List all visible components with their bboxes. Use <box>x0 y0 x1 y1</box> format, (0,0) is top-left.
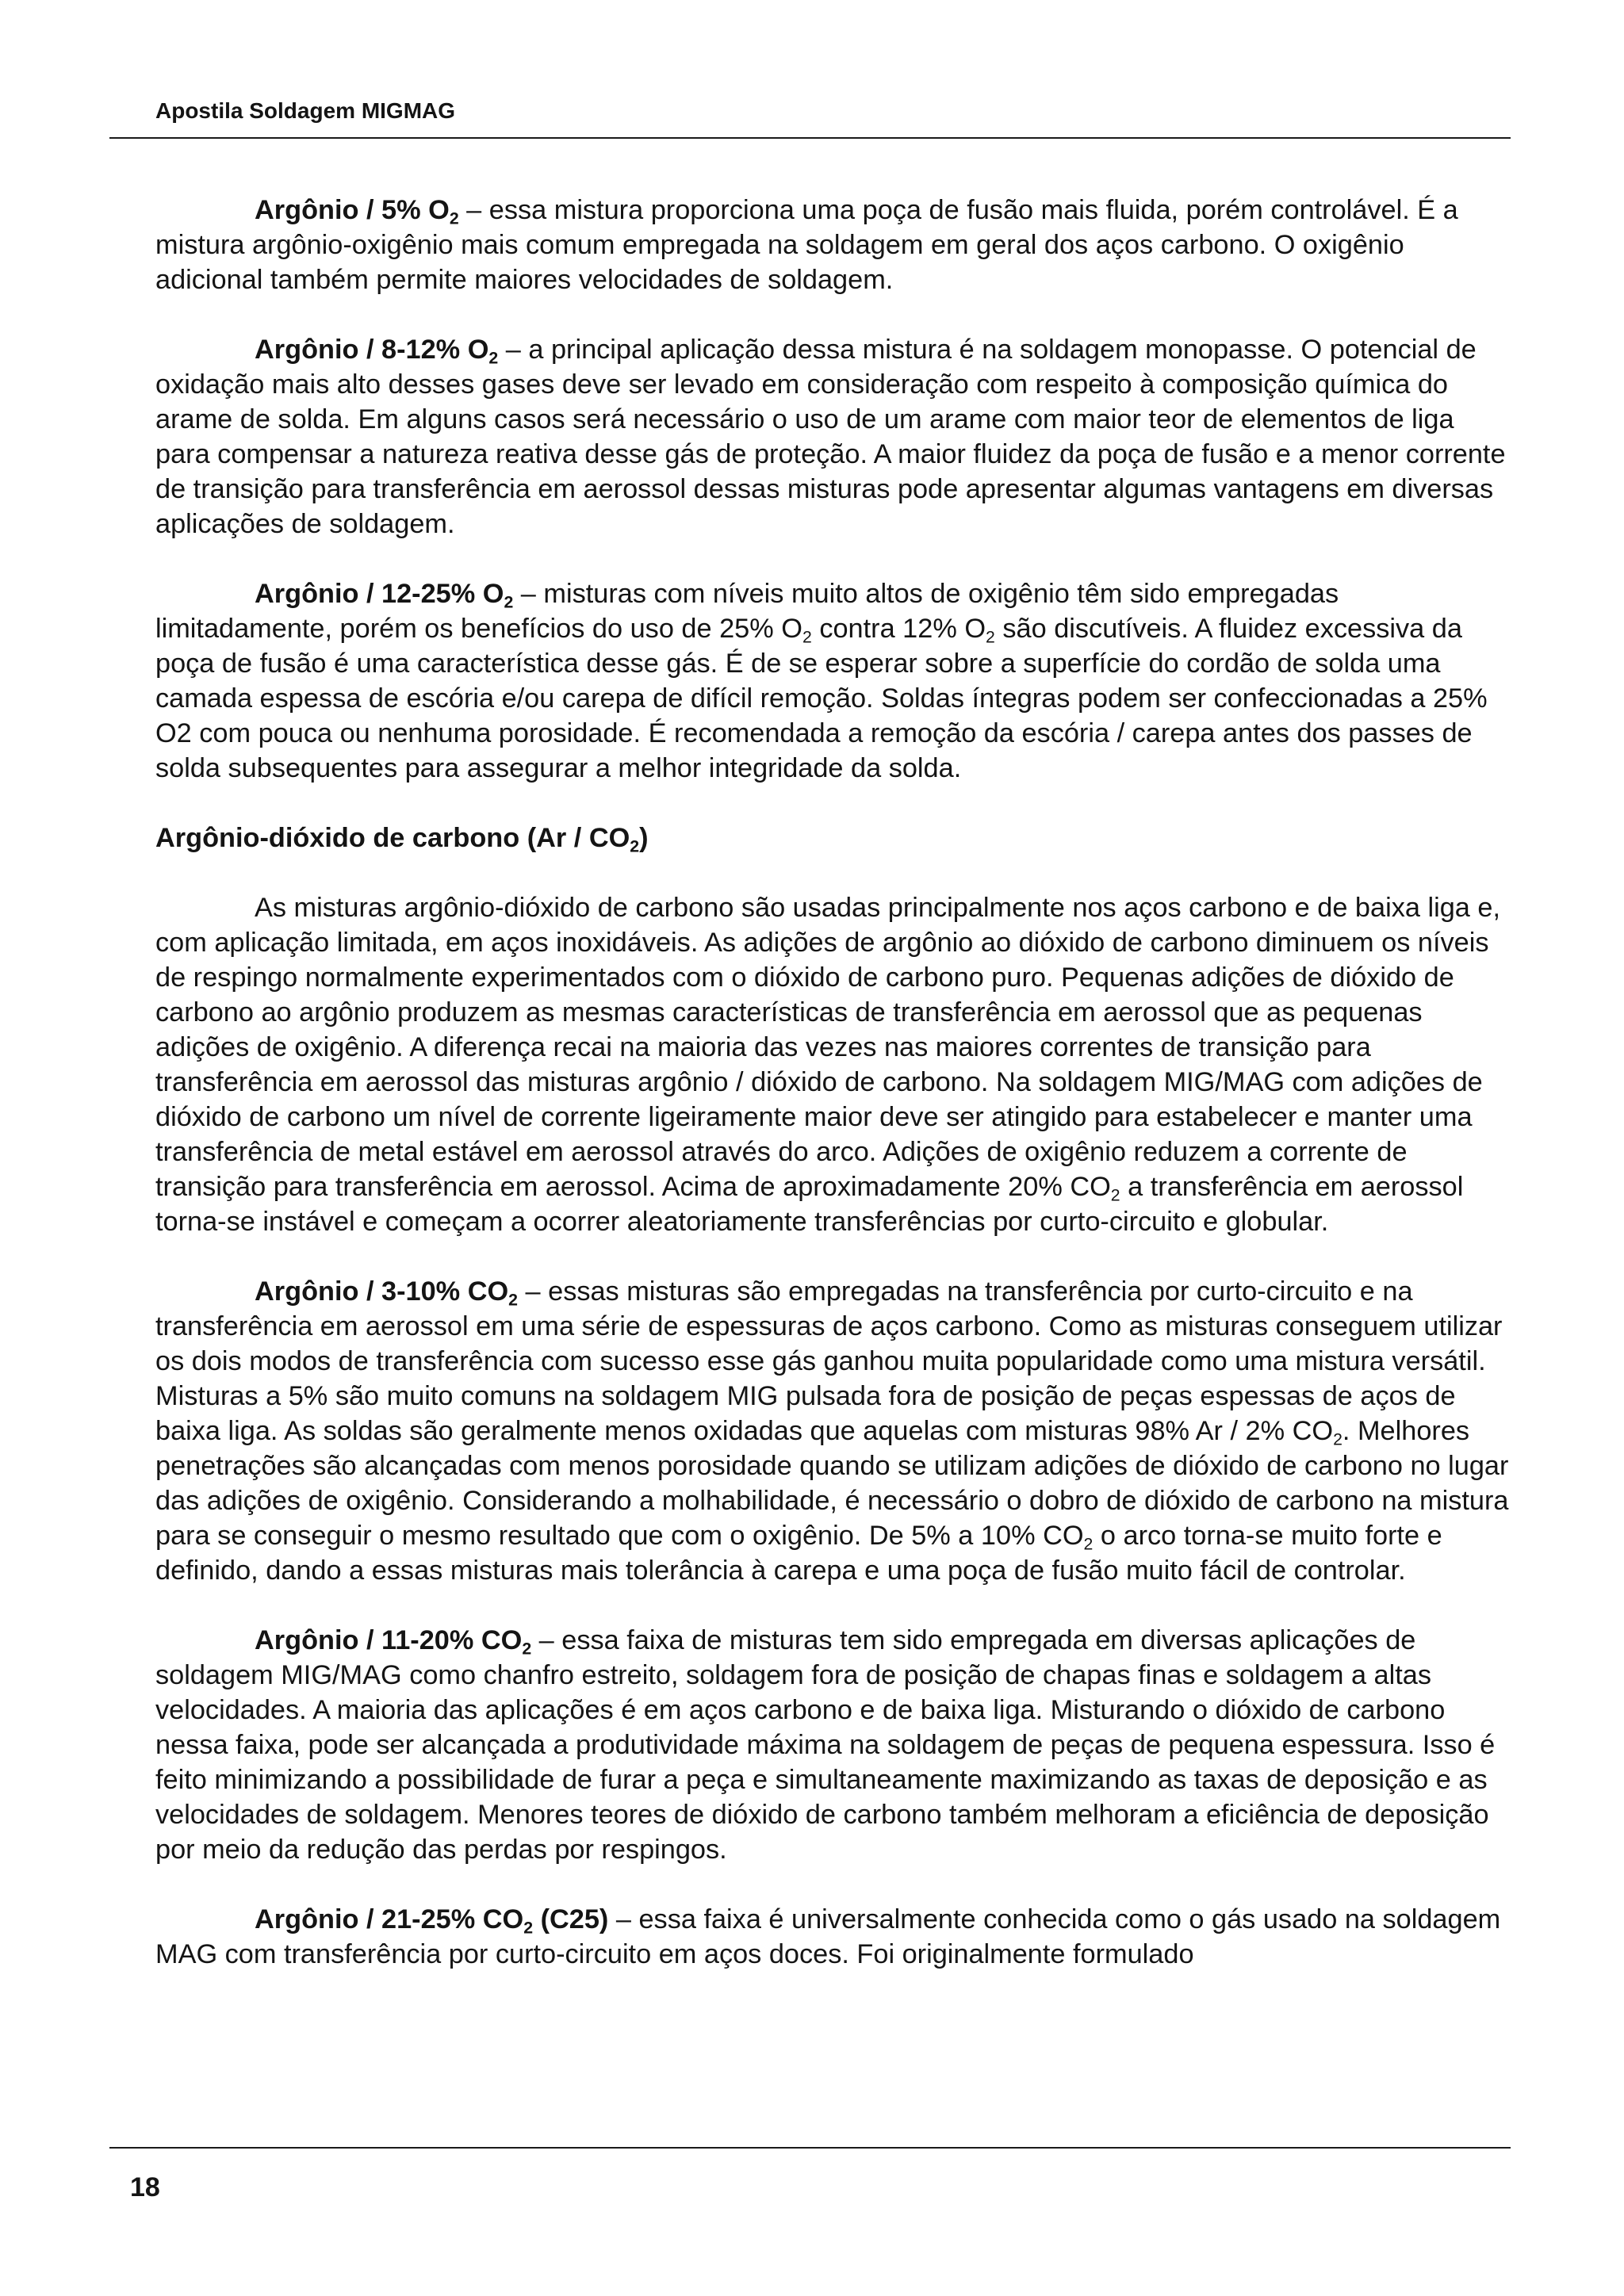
footer-rule <box>109 2147 1511 2149</box>
paragraph-label: Argônio / 11-20% $CO_2$ <box>255 1625 532 1659</box>
header-rule <box>109 137 1511 139</box>
paragraph-label: Argônio / 21-25% $CO_2$ (C25) <box>255 1904 609 1938</box>
running-header-title: Apostila Soldagem MIGMAG <box>155 98 456 123</box>
paragraph-argon-3-10-co2: Argônio / 3-10% $CO_2$ – essas misturas são empregadas na transferência por curto-circuito e na transferência em aerossol em uma série de espessuras de aços carbono. Como as misturas conseguem utilizar os dois modos de transferência com sucesso esse gás ganhou muita popularidade como uma mistura versátil. Misturas a 5% são muito comuns na soldagem MIG pulsada fora de posição de peças espessas de aços de baixa liga. As soldas são geralmente menos oxidadas que aquelas com misturas 98% Ar / 2% $CO_2$. Melhores penetrações são alcançadas com menos porosidade quando se utilizam adições de dióxido de carbono no lugar das adições de oxigênio. Considerando a molhabilidade, é necessário o dobro de dióxido de carbono na mistura para se conseguir o mesmo resultado que com o oxigênio. De 5% a 10% $CO_2$ o arco torna-se muito forte e definido, dando a essas misturas mais tolerância à carepa e uma poça de fusão muito fácil de controlar. <box>155 1276 1509 1586</box>
page-number: 18 <box>130 2172 160 2202</box>
paragraph-argon-8-12-o2: Argônio / 8-12% $O_2$ – a principal aplicação dessa mistura é na soldagem monopasse. O potencial de oxidação mais alto desses gases deve ser levado em consideração com respeito à composição química do arame de solda. Em alguns casos será necessário o uso de um arame com maior teor de elementos de liga para compensar a natureza reativa desse gás de proteção. A maior fluidez da poça de fusão e a menor corrente de transição para transferência em aerossol dessas misturas pode apresentar algumas vantagens em diversas aplicações de soldagem. <box>155 335 1506 539</box>
paragraph-label: Argônio / 3-10% $CO_2$ <box>255 1276 518 1310</box>
paragraph-label: Argônio / 8-12% $O_2$ <box>255 335 499 368</box>
paragraph-argon-5-o2: Argônio / 5% $O_2$ – essa mistura proporciona uma poça de fusão mais fluida, porém controlável. É a mistura argônio-oxigênio mais comum empregada na soldagem em geral dos aços carbono. O oxigênio adicional também permite maiores velocidades de soldagem. <box>155 195 1458 295</box>
paragraph-argon-12-25-o2: Argônio / 12-25% $O_2$ – misturas com níveis muito altos de oxigênio têm sido empregadas limitadamente, porém os benefícios do uso de 25% $O_2$ contra 12% $O_2$ são discutíveis. A fluidez excessiva da poça de fusão é uma característica desse gás. É de se esperar sobre a superfície do cordão de solda uma camada espessa de escória e/ou carepa de difícil remoção. Soldas íntegras podem ser confeccionadas a 25% O2 com pouca ou nenhuma porosidade. É recomendada a remoção da escória / carepa antes dos passes de solda subsequentes para assegurar a melhor integridade da solda. <box>155 579 1488 783</box>
paragraph-label: Argônio / 5% $O_2$ <box>255 195 459 228</box>
page-body <box>155 193 1511 1972</box>
paragraph-argon-21-25-co2: Argônio / 21-25% $CO_2$ (C25) – essa faixa é universalmente conhecida como o gás usado na soldagem MAG com transferência por curto-circuito em aços doces. Foi originalmente formulado <box>155 1904 1501 1969</box>
paragraph-label: Argônio / 12-25% $O_2$ <box>255 579 514 612</box>
paragraph-argon-11-20-co2: Argônio / 11-20% $CO_2$ – essa faixa de misturas tem sido empregada em diversas aplicações de soldagem MIG/MAG como chanfro estreito, soldagem fora de posição de chapas finas e soldagem a altas velocidades. A maioria das aplicações é em aços carbono e de baixa liga. Misturando o dióxido de carbono nessa faixa, pode ser alcançada a produtividade máxima na soldagem de peças de pequena espessura. Isso é feito minimizando a possibilidade de furar a peça e simultaneamente maximizando as taxas de deposição e as velocidades de soldagem. Menores teores de dióxido de carbono também melhoram a eficiência de deposição por meio da redução das perdas por respingos. <box>155 1625 1496 1865</box>
paragraph-argon-co2-intro: As misturas argônio-dióxido de carbono são usadas principalmente nos aços carbono e de baixa liga e, com aplicação limitada, em aços inoxidáveis. As adições de argônio ao dióxido de carbono diminuem os níveis de respingo normalmente experimentados com o dióxido de carbono puro. Pequenas adições de dióxido de carbono ao argônio produzem as mesmas características de transferência em aerossol que as pequenas adições de oxigênio. A diferença recai na maioria das vezes nas maiores correntes de transição para transferência em aerossol das misturas argônio / dióxido de carbono. Na soldagem MIG/MAG com adições de dióxido de carbono um nível de corrente ligeiramente maior deve ser atingido para estabelecer e manter uma transferência de metal estável em aerossol através do arco. Adições de oxigênio reduzem a corrente de transição para transferência em aerossol. Acima de aproximadamente 20% $CO_2$ a transferência em aerossol torna-se instável e começam a ocorrer aleatoriamente transferências por curto-circuito e globular. <box>155 893 1500 1237</box>
section-heading-argon-co2: Argônio-dióxido de carbono $(Ar / CO_2)$ <box>155 823 649 856</box>
